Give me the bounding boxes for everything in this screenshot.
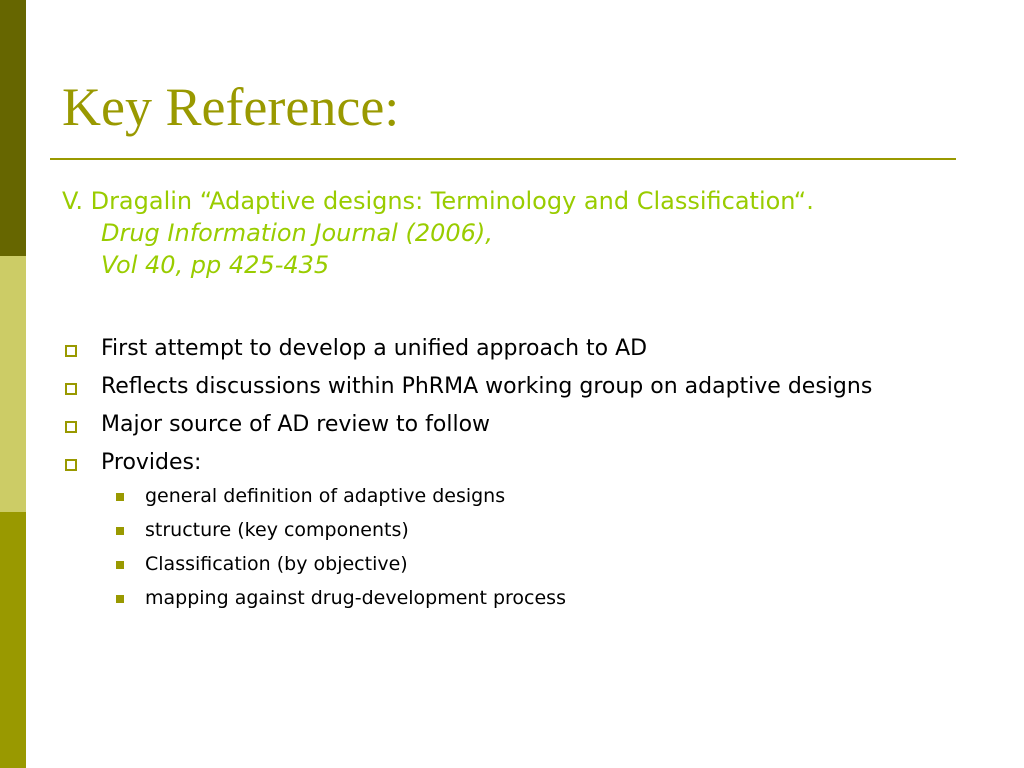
list-item: [62, 372, 942, 401]
bullet-text: First attempt to develop a unified approach to AD: [101, 336, 648, 361]
hollow-square-bullet-icon: [65, 459, 77, 471]
bullet-text: Reflects discussions within PhRMA working group on adaptive designs: [101, 374, 873, 399]
list-item: [62, 334, 942, 363]
reference-citation: [62, 185, 814, 281]
filled-square-bullet-icon: [116, 595, 124, 603]
filled-square-bullet-icon: [116, 527, 124, 535]
sub-bullet-text: structure (key components): [145, 519, 409, 541]
sub-bullet-list: [62, 483, 942, 611]
bullet-list: [62, 334, 942, 619]
sub-bullet-text: Classification (by objective): [145, 553, 408, 575]
reference-author-title: V. Dragalin “Adaptive designs: Terminology and Classification“.: [62, 187, 814, 215]
filled-square-bullet-icon: [116, 493, 124, 501]
title-divider: [50, 158, 956, 160]
hollow-square-bullet-icon: [65, 345, 77, 357]
decorative-bar-light: [0, 256, 26, 512]
sub-bullet-text: mapping against drug-development process: [145, 587, 566, 609]
bullet-text: Provides:: [101, 450, 202, 475]
reference-volume-pages: Vol 40, pp 425-435: [101, 251, 330, 279]
hollow-square-bullet-icon: [65, 383, 77, 395]
filled-square-bullet-icon: [116, 561, 124, 569]
hollow-square-bullet-icon: [65, 421, 77, 433]
sub-bullet-text: general definition of adaptive designs: [145, 485, 506, 507]
list-item: [62, 410, 942, 439]
reference-journal: Drug Information Journal (2006),: [101, 219, 493, 247]
sub-list-item: [62, 585, 942, 611]
bullet-text: Major source of AD review to follow: [101, 412, 491, 437]
sub-list-item: [62, 483, 942, 509]
list-item: [62, 448, 942, 477]
sub-list-item: [62, 551, 942, 577]
slide-title: Key Reference:: [62, 77, 400, 137]
decorative-bar-olive: [0, 512, 26, 768]
sub-list-item: [62, 517, 942, 543]
decorative-bar-dark: [0, 0, 26, 256]
